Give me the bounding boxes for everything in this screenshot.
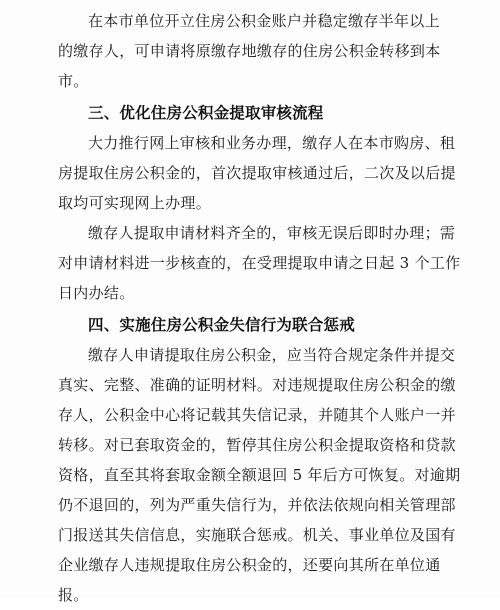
text-line: 大力推行网上审核和业务办理，缴存人在本市购房、租	[88, 134, 456, 152]
section-3	[58, 98, 466, 128]
section-3-heading: 三、优化住房公积金提取审核流程	[88, 103, 324, 122]
section-3-paragraph-2	[58, 218, 466, 308]
section-4-heading: 四、实施住房公积金失信行为联合惩戒	[88, 315, 355, 334]
text-line: 资格，直至其将套取金额全额退回 5 年后方可恢复。对逾期	[58, 466, 461, 484]
text-line: 房提取住房公积金的，首次提取审核通过后，二次及以后提	[58, 164, 456, 182]
text-line: 在本市单位开立住房公积金账户并稳定缴存半年以上	[88, 12, 440, 30]
text-line: 缴存人申请提取住房公积金，应当符合规定条件并提交	[88, 346, 456, 364]
transfer-paragraph	[58, 6, 466, 96]
text-line: 企业缴存人违规提取住房公积金的，还要向其所在单位通	[58, 556, 441, 574]
section-4-paragraph-1	[58, 340, 466, 610]
text-line: 仍不退回的，列为严重失信行为，并依法依规向相关管理部	[58, 496, 456, 514]
text-line: 的缴存人，可申请将原缴存地缴存的住房公积金转移到本	[58, 42, 441, 60]
text-line: 转移。对已套取资金的，暂停其住房公积金提取资格和贷款	[58, 436, 456, 454]
text-line: 报。	[58, 586, 89, 604]
text-line: 真实、完整、准确的证明材料。对违规提取住房公积金的缴	[58, 376, 456, 394]
text-line: 存人，公积金中心将记载其失信记录，并随其个人账户一并	[58, 406, 456, 424]
text-line: 日内办结。	[58, 284, 135, 302]
section-3-paragraph-1	[58, 128, 466, 218]
text-line: 对申请材料进一步核查的，在受理提取申请之日起 3 个工作	[58, 254, 461, 272]
text-line: 市。	[58, 72, 89, 90]
text-line: 取均可实现网上办理。	[58, 194, 212, 212]
text-line: 门报送其失信信息，实施联合惩戒。机关、事业单位及国有	[58, 526, 456, 544]
text-line: 缴存人提取申请材料齐全的，审核无误后即时办理；需	[88, 224, 456, 242]
section-4	[58, 310, 466, 340]
